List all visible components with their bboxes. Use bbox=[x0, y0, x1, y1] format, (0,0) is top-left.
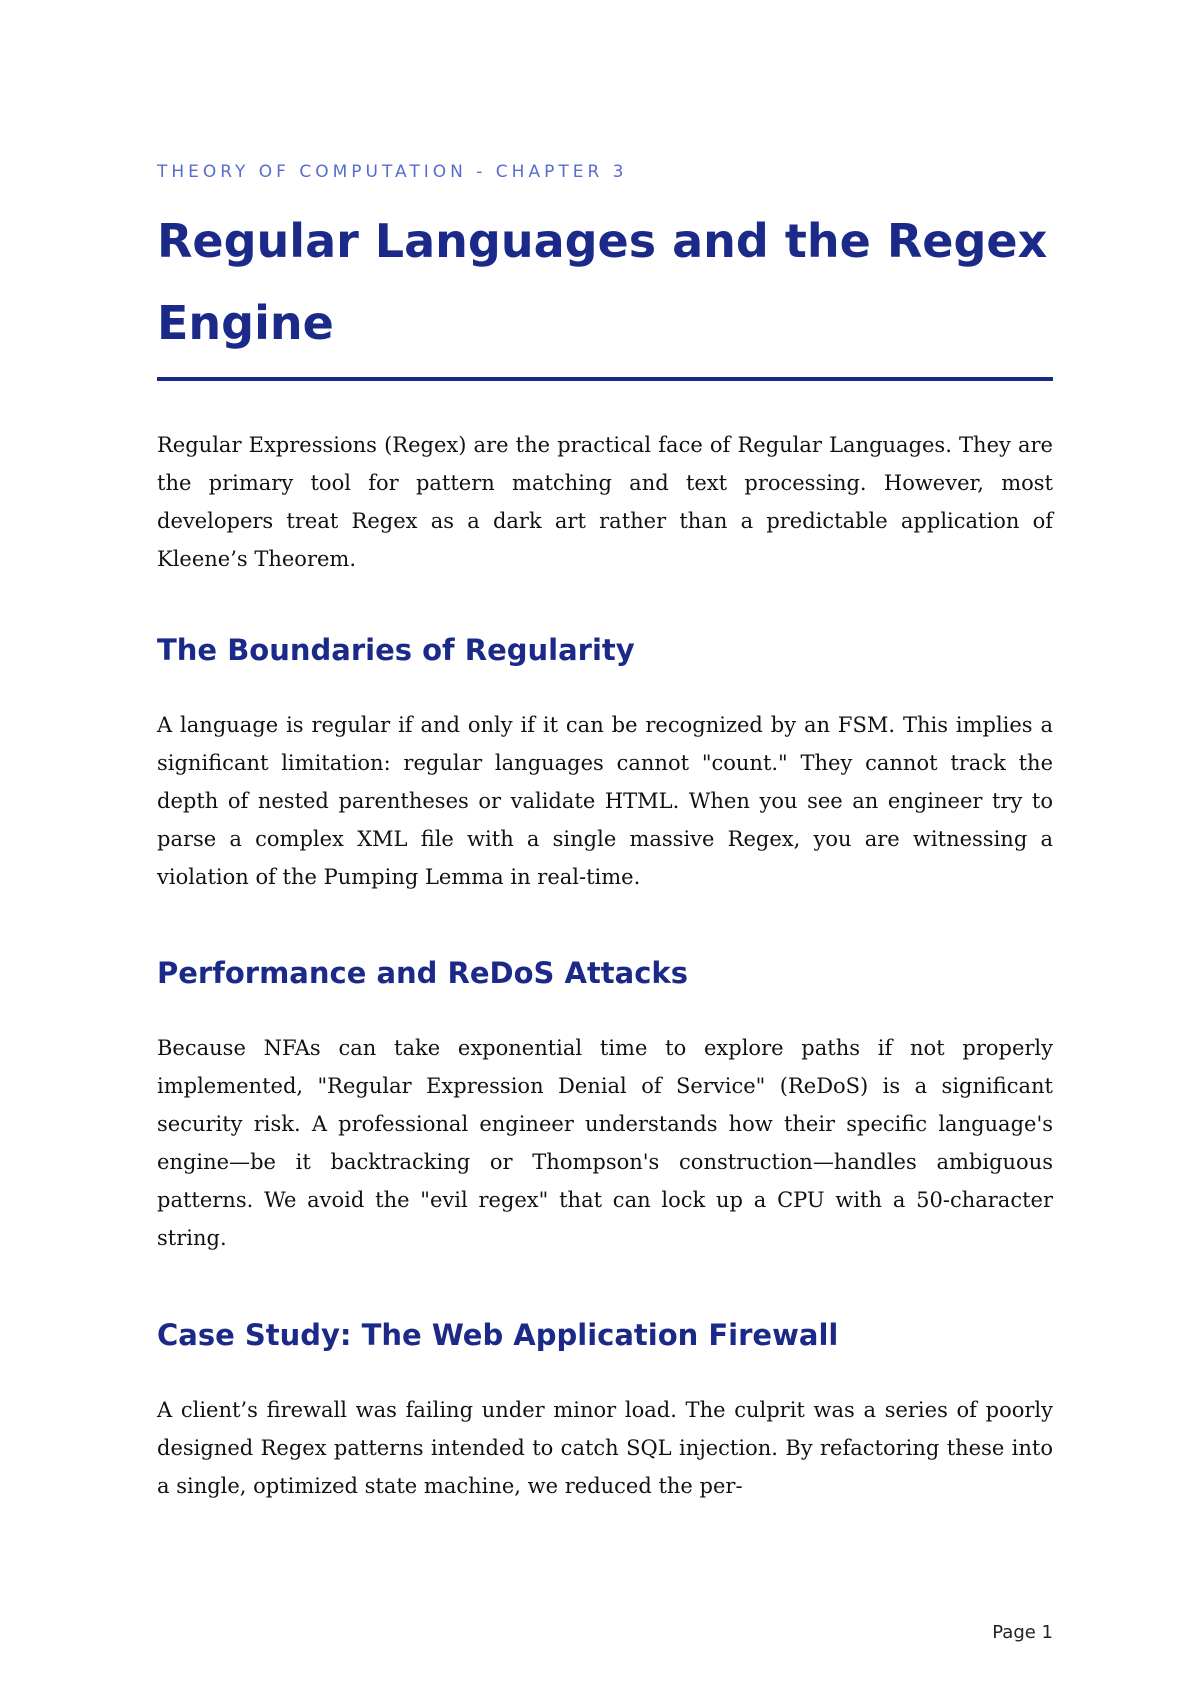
chapter-kicker: THEORY OF COMPUTATION - CHAPTER 3 bbox=[157, 162, 628, 182]
page-title: Regular Languages and the Regex Engine bbox=[157, 214, 1048, 350]
section-paragraph-performance: Because NFAs can take exponential time to explore paths if not properly implemented, "Regular Expression Denial of Service" (ReDoS) is a significant security risk. A professional engineer understands how their specific language's engine—be it backtracking or Thompson's construction—handles ambiguous patterns. We avoid the "evil regex" that can lock up a CPU with a 50-character string. bbox=[157, 1036, 1053, 1250]
title-divider bbox=[157, 377, 1053, 381]
document-page bbox=[157, 0, 1053, 1696]
section-paragraph-boundaries: A language is regular if and only if it can be recognized by an FSM. This implies a significant limitation: regular languages cannot "count." They cannot track the depth of nested parentheses or validate HTML. When you see an engineer try to parse a complex XML file with a single massive Regex, you are witnessing a violation of the Pumping Lemma in real-time. bbox=[157, 713, 1053, 889]
section-heading-performance: Performance and ReDoS Attacks bbox=[157, 956, 688, 990]
page-number: Page 1 bbox=[992, 1622, 1053, 1643]
section-paragraph-case-study: A client’s firewall was failing under minor load. The culprit was a series of poorly designed Regex patterns intended to catch SQL injection. By refactoring these into a single, optimized state machine, we reduced the per- bbox=[157, 1398, 1053, 1498]
section-heading-boundaries: The Boundaries of Regularity bbox=[157, 633, 635, 667]
section-heading-case-study: Case Study: The Web Application Firewall bbox=[157, 1318, 839, 1352]
intro-paragraph: Regular Expressions (Regex) are the practical face of Regular Languages. They are the primary tool for pattern matching and text processing. However, most developers treat Regex as a dark art rather than a predictable application of Kleene’s Theorem. bbox=[157, 433, 1053, 571]
